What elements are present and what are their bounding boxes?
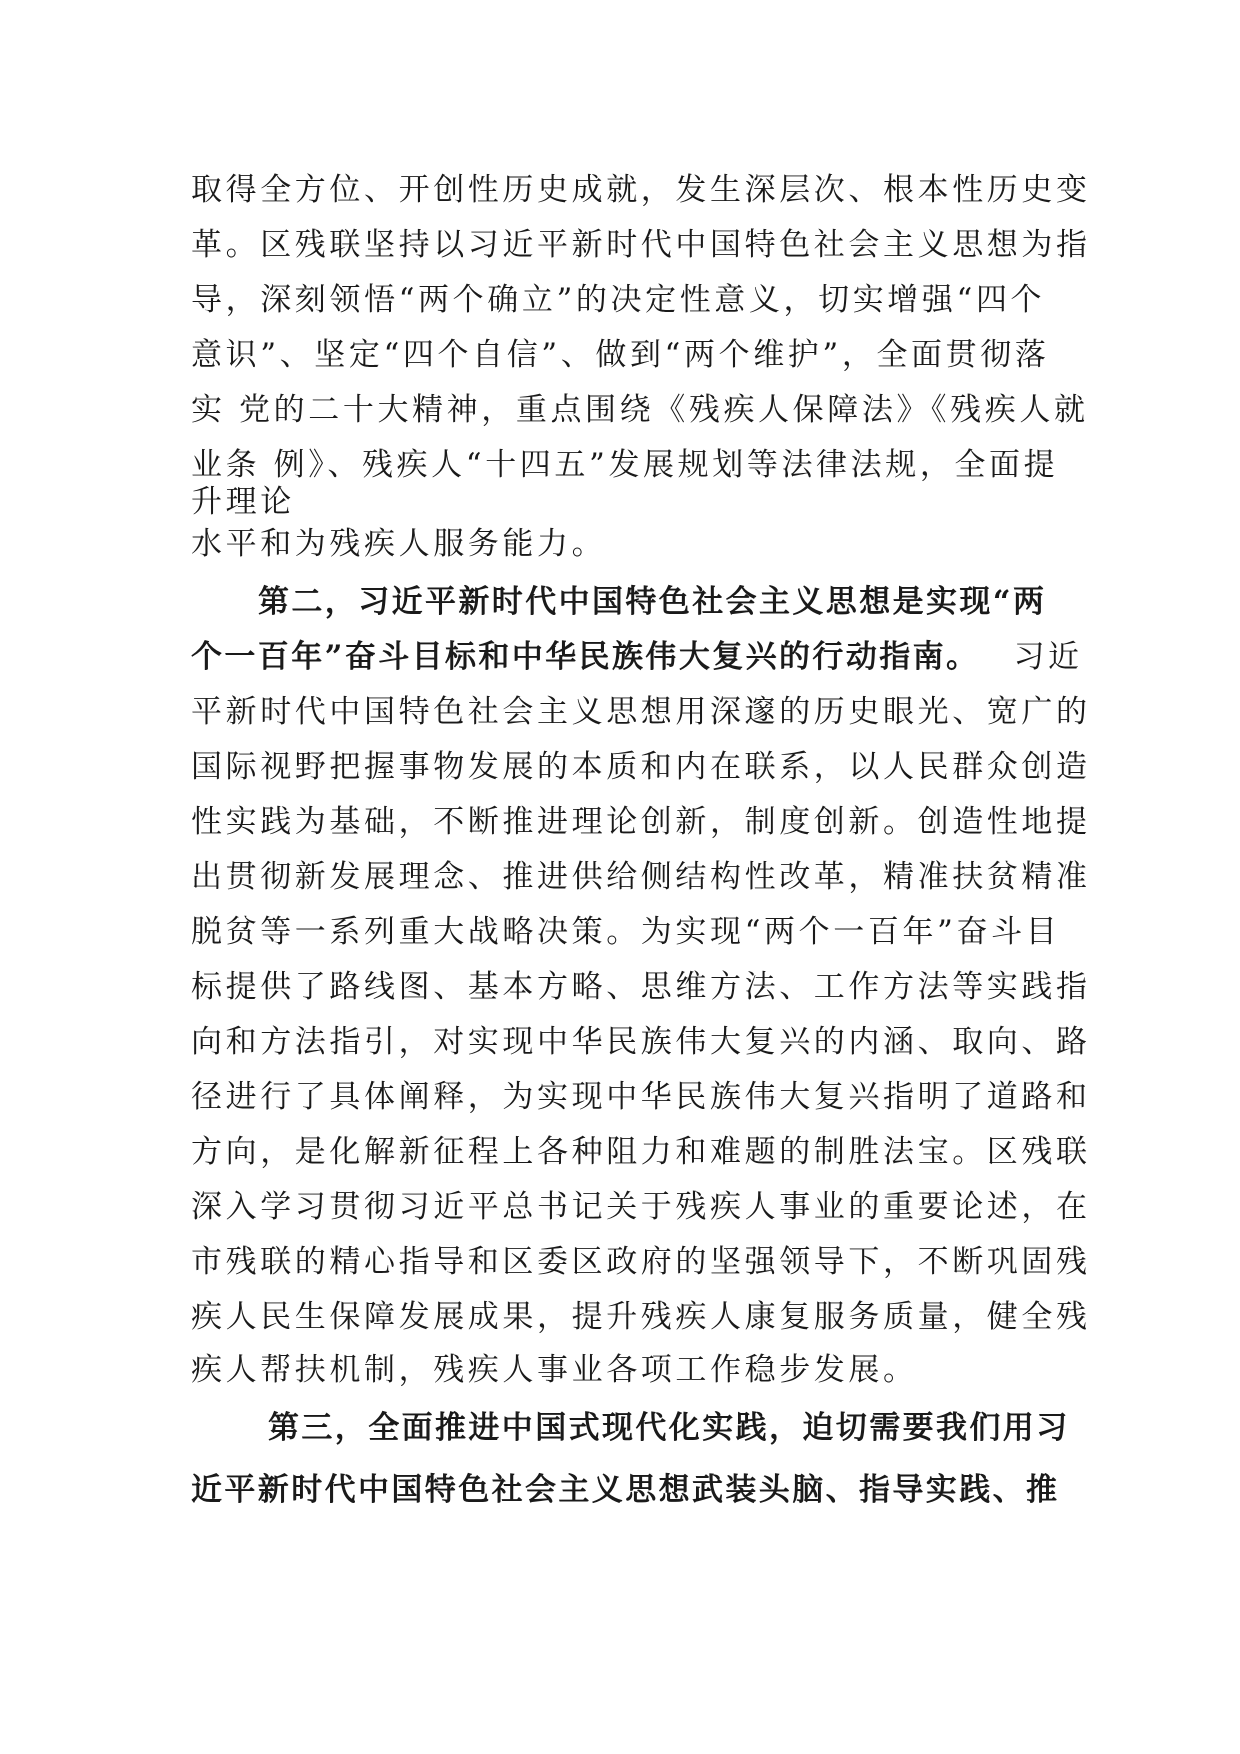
paragraph-line: 脱贫等一系列重大战略决策。为实现“两个一百年”奋斗目 (191, 914, 1061, 950)
paragraph-line: 性实践为基础，不断推进理论创新，制度创新。创造性地提 (191, 804, 1091, 840)
paragraph-text: 习近 (1013, 639, 1083, 675)
section-heading-text: 个一百年”奋斗目标和中华民族伟大复兴的行动指南。 (191, 639, 980, 675)
paragraph-line: 方向，是化解新征程上各种阻力和难题的制胜法宝。区残联 (191, 1134, 1091, 1170)
paragraph-line: 意识”、坚定“四个自信”、做到“两个维护”，全面贯彻落 (191, 337, 1050, 373)
paragraph-line: 业条 例》、残疾人“十四五”发展规划等法律法规，全面提 (191, 447, 1059, 483)
paragraph-line: 取得全方位、开创性历史成就，发生深层次、根本性历史变 (191, 172, 1091, 208)
paragraph-line: 疾人帮扶机制，残疾人事业各项工作稳步发展。 (191, 1352, 918, 1388)
paragraph-line: 市残联的精心指导和区委区政府的坚强领导下，不断巩固残 (191, 1244, 1091, 1280)
paragraph-line: 革。区残联坚持以习近平新时代中国特色社会主义思想为指 (191, 227, 1091, 263)
paragraph-line: 径进行了具体阐释，为实现中华民族伟大复兴指明了道路和 (191, 1079, 1091, 1115)
section-heading-line (191, 637, 1083, 677)
paragraph-line: 向和方法指引，对实现中华民族伟大复兴的内涵、取向、路 (191, 1024, 1091, 1060)
paragraph-line: 国际视野把握事物发展的本质和内在联系，以人民群众创造 (191, 749, 1091, 785)
paragraph-line: 标提供了路线图、基本方略、思维方法、工作方法等实践指 (191, 969, 1091, 1005)
paragraph-line: 平新时代中国特色社会主义思想用深邃的历史眼光、宽广的 (191, 694, 1091, 730)
paragraph-line: 疾人民生保障发展成果，提升残疾人康复服务质量，健全残 (191, 1299, 1091, 1335)
paragraph-line: 导，深刻领悟“两个确立”的决定性意义，切实增强“四个 (191, 282, 1046, 318)
paragraph-line: 实 党的二十大精神，重点围绕《残疾人保障法》《残疾人就 (191, 392, 1089, 428)
paragraph-line: 出贯彻新发展理念、推进供给侧结构性改革，精准扶贫精准 (191, 859, 1091, 895)
paragraph-line: 深入学习贯彻习近平总书记关于残疾人事业的重要论述，在 (191, 1189, 1091, 1225)
paragraph-line: 水平和为残疾人服务能力。 (191, 526, 607, 562)
paragraph-line: 升理论 (191, 484, 295, 520)
section-heading: 第三，全面推进中国式现代化实践，迫切需要我们用习 (268, 1410, 1070, 1446)
section-heading: 近平新时代中国特色社会主义思想武装头脑、指导实践、推 (191, 1472, 1060, 1508)
section-heading: 第二，习近平新时代中国特色社会主义思想是实现“两 (258, 584, 1047, 620)
